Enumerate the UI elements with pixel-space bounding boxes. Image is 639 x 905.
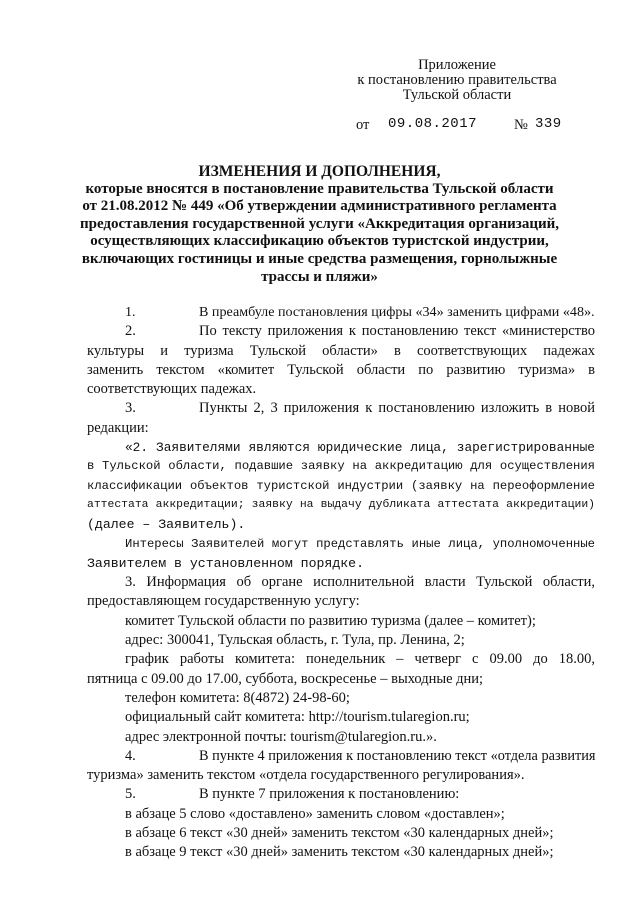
quoted-paragraph-line: адрес: 300041, Тульская область, г. Тула, пр. Ленина, 2; xyxy=(125,632,465,649)
item-number: 1. xyxy=(125,304,136,320)
paragraph-line: в абзаце 5 слово «доставлено» заменить словом «доставлен»; xyxy=(125,805,505,822)
document-body xyxy=(87,303,595,863)
title-heading: ИЗМЕНЕНИЯ И ДОПОЛНЕНИЯ, xyxy=(198,163,441,180)
decree-number: 339 xyxy=(535,116,562,132)
item-number: 3. xyxy=(125,400,136,417)
quoted-paragraph-line: Заявителем в установленном порядке. xyxy=(87,555,364,571)
paragraph-4 xyxy=(87,747,595,766)
paragraph-line: в абзаце 6 текст «30 дней» заменить текстом «30 календарных дней»; xyxy=(125,825,554,842)
title-line: трассы и пляжи» xyxy=(261,268,378,285)
quoted-paragraph-line: Интересы Заявителей могут представлять иные лица, уполномоченные xyxy=(125,536,595,551)
quoted-paragraph-line: аттестата аккредитации; заявку на выдачу дубликата аттестата аккредитации) xyxy=(87,498,595,511)
quoted-paragraph-line: 3. Информация об органе исполнительной власти Тульской области, xyxy=(125,574,595,591)
item-number: 2. xyxy=(125,323,136,340)
title-line: осуществляющих классификацию объектов туристской индустрии, xyxy=(90,233,549,250)
item-text: В пункте 4 приложения к постановлению текст «отдела развития xyxy=(199,747,596,764)
annex-line-3: Тульской области xyxy=(402,87,512,103)
title-line: включающих гостиницы и иные средства размещения, горнолыжные xyxy=(81,250,558,267)
quoted-paragraph-line: телефон комитета: 8(4872) 24-98-60; xyxy=(125,689,350,706)
title-line: предоставления государственной услуги «Аккредитация организаций, xyxy=(79,215,560,232)
decree-date: 09.08.2017 xyxy=(388,116,478,132)
quoted-paragraph-line: классификации объектов туристской индустрии (заявку на переоформление xyxy=(87,478,595,493)
annex-line-1: Приложение xyxy=(418,57,496,73)
annex-line-2: к постановлению правительства xyxy=(357,72,557,88)
paragraph-2 xyxy=(87,322,595,341)
item-text: Пункты 2, 3 приложения к постановлению изложить в новой xyxy=(199,400,595,417)
quoted-paragraph-line: официальный сайт комитета: http://tourism.tularegion.ru; xyxy=(125,709,470,726)
from-label: от xyxy=(356,117,370,133)
paragraph-line: редакции: xyxy=(87,419,149,436)
quoted-paragraph-line: пятница с 09.00 до 17.00, суббота, воскресенье – выходные дни; xyxy=(87,670,484,687)
paragraph-line: туризма» заменить текстом «отдела государственного регулирования». xyxy=(87,767,525,784)
document-title xyxy=(0,163,639,286)
quoted-paragraph-line: предоставляющем государственную услугу: xyxy=(87,593,360,610)
number-label: № xyxy=(514,117,528,133)
paragraph-line: заменить текстом «комитет Тульской области по развитию туризма» в xyxy=(87,361,595,378)
paragraph-line: соответствующих падежах. xyxy=(87,381,257,398)
item-number: 4. xyxy=(125,747,136,764)
quoted-paragraph-line: адрес электронной почты: tourism@tularegion.ru.». xyxy=(125,728,437,745)
quoted-paragraph-line: график работы комитета: понедельник – четверг с 09.00 до 18.00, xyxy=(125,651,595,668)
paragraph-line: в абзаце 9 текст «30 дней» заменить текстом «30 календарных дней»; xyxy=(125,844,554,861)
quoted-paragraph-line: в Тульской области, подавшие заявку на аккредитацию для осуществления xyxy=(87,459,595,474)
item-text: По тексту приложения к постановлению текст «министерство xyxy=(199,323,595,340)
annex-header xyxy=(352,58,562,103)
title-line: от 21.08.2012 № 449 «Об утверждении административного регламента xyxy=(82,198,557,215)
paragraph-line: культуры и туризма Тульской области» в соответствующих падежах xyxy=(87,342,595,359)
paragraph-3 xyxy=(87,399,595,418)
item-number: 5. xyxy=(125,786,136,803)
item-text: В пункте 7 приложения к постановлению: xyxy=(199,786,460,803)
paragraph-5 xyxy=(87,785,595,804)
item-text: В преамбуле постановления цифры «34» заменить цифрами «48». xyxy=(199,304,595,320)
paragraph-1 xyxy=(87,303,595,322)
quoted-paragraph-line: комитет Тульской области по развитию туризма (далее – комитет); xyxy=(125,612,536,629)
quoted-paragraph-line: «2. Заявителями являются юридические лица, зарегистрированные xyxy=(125,440,595,456)
title-line: которые вносятся в постановление правительства Тульской области xyxy=(85,180,554,197)
quoted-paragraph-line: (далее – Заявитель). xyxy=(87,517,246,533)
